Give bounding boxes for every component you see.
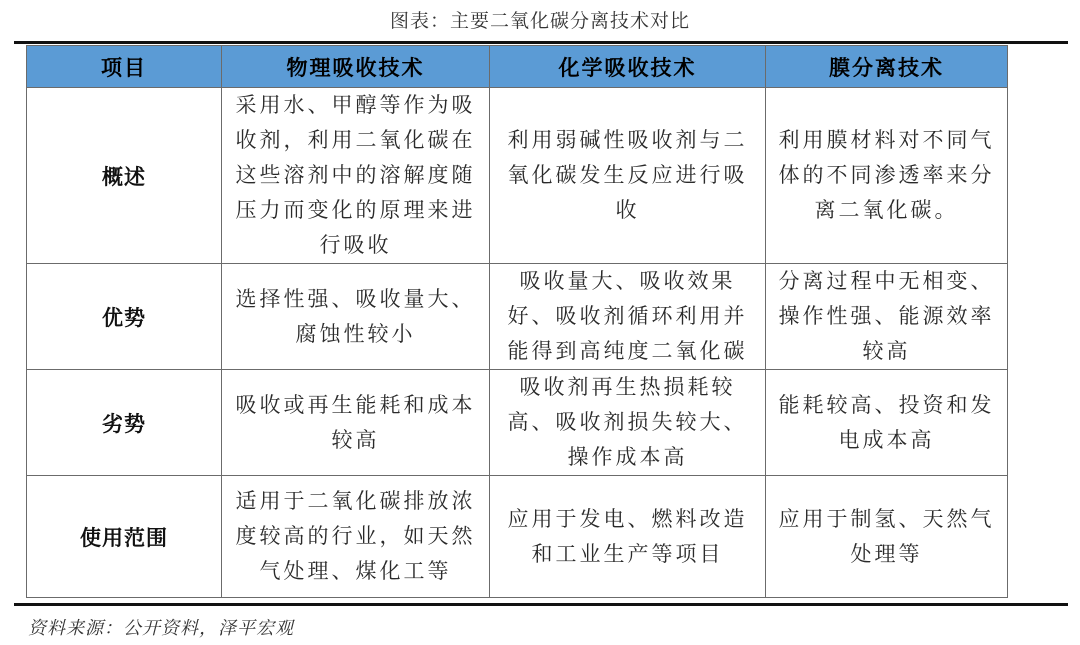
header-row [27, 46, 1008, 88]
header-item: 项目 [27, 46, 222, 88]
table-cell: 采用水、甲醇等作为吸收剂，利用二氧化碳在这些溶剂中的溶解度随压力而变化的原理来进行吸收 [222, 88, 490, 264]
table-cell: 利用膜材料对不同气体的不同渗透率来分离二氧化碳。 [766, 88, 1008, 264]
comparison-table [26, 45, 1008, 598]
bottom-rule [14, 603, 1068, 606]
table-cell: 适用于二氧化碳排放浓度较高的行业，如天然气处理、煤化工等 [222, 476, 490, 598]
table-cell: 吸收或再生能耗和成本较高 [222, 370, 490, 476]
table-cell: 应用于发电、燃料改造和工业生产等项目 [490, 476, 766, 598]
row-label-disadvantages: 劣势 [27, 370, 222, 476]
table-row [27, 88, 1008, 264]
top-rule [14, 41, 1068, 44]
table-row [27, 370, 1008, 476]
source-note: 资料来源：公开资料，泽平宏观 [28, 618, 294, 639]
header-membrane-separation: 膜分离技术 [766, 46, 1008, 88]
header-physical-absorption: 物理吸收技术 [222, 46, 490, 88]
header-chemical-absorption: 化学吸收技术 [490, 46, 766, 88]
table-cell: 应用于制氢、天然气处理等 [766, 476, 1008, 598]
row-label-advantages: 优势 [27, 264, 222, 370]
table-row [27, 264, 1008, 370]
table-cell: 吸收剂再生热损耗较高、吸收剂损失较大、操作成本高 [490, 370, 766, 476]
table-cell: 分离过程中无相变、操作性强、能源效率较高 [766, 264, 1008, 370]
row-label-overview: 概述 [27, 88, 222, 264]
table-cell: 利用弱碱性吸收剂与二氧化碳发生反应进行吸收 [490, 88, 766, 264]
table-row [27, 476, 1008, 598]
row-label-scope: 使用范围 [27, 476, 222, 598]
table-cell: 选择性强、吸收量大、腐蚀性较小 [222, 264, 490, 370]
table-cell: 吸收量大、吸收效果好、吸收剂循环利用并能得到高纯度二氧化碳 [490, 264, 766, 370]
table-caption: 图表：主要二氧化碳分离技术对比 [389, 10, 690, 32]
table-cell: 能耗较高、投资和发电成本高 [766, 370, 1008, 476]
